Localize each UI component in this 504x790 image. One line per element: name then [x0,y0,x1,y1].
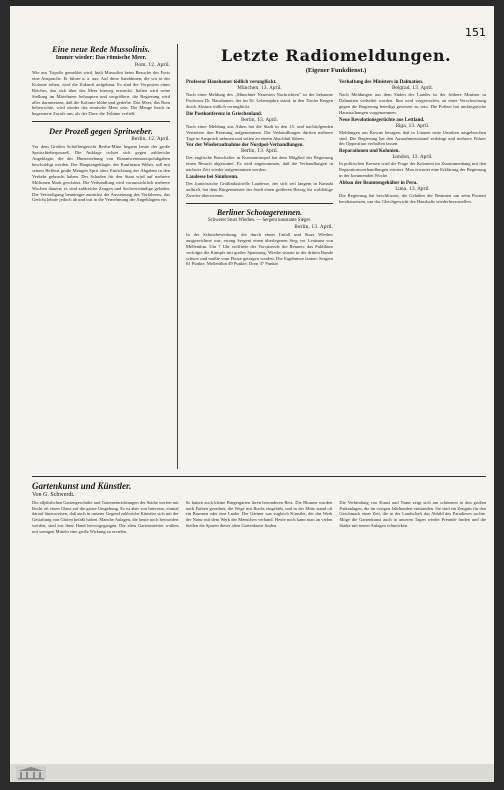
divider [186,203,333,204]
box-body: In der Schutzbewerbung, die durch einen Unfall und Sturz Wiethes ausgezeichnet war, errang Sergent einen überlegenen Sieg vor Leutnant von Mellenthin. Um 7 Uhr eröffnete der Vorsitzende die Rennen; das Publikum verfolgte die Kämpfe mit großer Spannung. Wiethe stürzte in der dritten Runde schwer und mußte vom Platze getragen werden. Die Ergebnisse lauten: Sergent 61 Punkte, Mellenthin 49 Punkte, Dorn 37 Punkte. [186,231,333,267]
box-subtitle: Schwerer Sturz Wiethes. — Sergent konstante Sieger. [207,217,311,223]
radio-column-left [186,78,333,267]
radio-columns [186,78,486,267]
entry-body: Der englische Botschafter in Konstantinopel hat dem Mitglied der Regierung einen Besuch abgestattet. Es wird angenommen, daß die Verhandlungen in nächster Zeit wieder aufgenommen werden. [186,155,333,173]
feature-column: Die Verbindung von Kunst und Natur zeigt sich am schönsten in den großen Parkanlagen, die im vorigen Jahrhundert entstanden. Sie sind ein Zeugnis für den Geschmack einer Zeit, die in der Landschaft das Abbild des Paradieses suchte. Möge die Gartenkunst auch in unseren Tagen wieder Freunde finden und die Städte mit neuen Anlagen schmücken. [339,500,487,528]
article-title: Der Prozeß gegen Spritweber. [49,126,153,137]
entry-dateline: Berlin, 13. April. [240,117,278,123]
entry-body: Die Regierung hat beschlossen, die Gehälter der Beamten um zehn Prozent herabzusetzen, um das Gleichgewicht des Haushalts wiederherzustellen. [339,193,486,204]
box-title: Berliner Schotagerennen. [216,207,303,217]
article-subtitle: Immer wieder: Das römische Meer. [55,55,147,61]
entry-body: Der französische Großindustrielle Laudesse, der sich seit langem in Kanada aufhielt, hat dem Bürgermeister der Stadt einen größeren Betrag für wohltätige Zwecke überwiesen. [186,181,333,198]
entry-dateline: Lima, 13. April. [395,187,430,193]
entry-title: Die Postkonferenz in Griechenland. [186,111,263,117]
entry-title: Reparationen und Kolonien. [339,149,400,155]
section-subtitle: (Eigener Funkdienst.) [305,67,367,74]
article-dateline: Berlin, 12. April. [131,137,170,143]
divider [32,121,170,122]
feature-author: Von G. Schwerdt. [32,492,75,498]
page-number: 151 [465,26,486,39]
entry-body: In politischen Kreisen wird die Frage der Kolonien im Zusammenhang mit den Reparationsverhandlungen erörtert. Man erwartet eine Erklärung der Regierung in der kommenden Woche. [339,161,486,179]
column-divider [177,44,178,469]
entry-body: Meldungen aus Kowno besagen, daß in Litauen neue Unruhen ausgebrochen sind. Die Regierung hat den Ausnahmezustand verhängt und mehrere Führer der Opposition verhaften lassen. [339,129,486,147]
entry-title: Neue Revolutionsgerüchte aus Lettland. [339,117,425,123]
entry-body: Nach einer Meldung des „Münchner Neuesten Nachrichten" ist der bekannte Professor Dr. Haushamer, der im 56. Lebensjahre stand, in den Tiroler Bergen durch Absturz tödlich verunglückt. [186,92,333,109]
section-title: Letzte Radiomeldungen. [220,46,452,65]
entry-title: Vor der Wiederaufnahme der Nordpol-Verhandlungen. [186,143,304,149]
entry-dateline: Riga, 13. April. [395,123,430,129]
entry-dateline: München, 13. April. [237,86,282,91]
article-body: Vor dem Großen Schöffengericht Berlin-Mitte begann heute der große Spritschieberprozeß. Die Anklage richtet sich gegen zahlreiche Angeklagte, die der Hinterziehung von Branntweinmonopolabgaben beschuldigt werden. Der Hauptangeklagte, der Kaufmann Weber, soll mit seinen Helfern große Mengen Sprit ohne Entrichtung der Abgaben in den Verkehr gebracht haben. Der Schaden für den Staat wird auf mehrere Millionen Mark geschätzt. Die Verhandlung wird voraussichtlich mehrere Wochen dauern; es sind zahlreiche Zeugen und Sachverständige geladen. Die Verteidigung beantragte zunächst die Aussetzung des Verfahrens, das Gericht lehnte jedoch ab und trat in die Vernehmung der Angeklagten ein. [32,144,170,203]
article-body: Wie aus Tripolis gemeldet wird, hielt Mussolini beim Besuche des Forts eine Ansprache. Er führte u. a. aus: Auf diese Sanddünen, die wir in der Kolonie sehen, wird die Zukunft aufgebaut. Es sind die Vorposten eines Reiches, das sich über das Meer hinweg erstreckt. Italien wird seine Stellung im Mittelmeer behaupten und vergrößern; die Regierung wird alles daransetzen, daß die Kolonie blühe und gedeihe. Das Meer, das Rom beherrschte, wird wieder das römische Meer sein. Die Menge brach in begeisterte Zurufe aus, als der Duce die Tribüne verließ. [32,70,170,117]
entry-dateline: Berlin, 13. April. [240,149,278,155]
feature-article [32,476,486,534]
scan-footer [10,764,494,782]
article-dateline: Rom, 12. April. [134,63,170,68]
library-logo-icon [16,766,46,780]
box-dateline: Berlin, 13. April. [294,224,333,230]
right-column [186,44,486,469]
feature-columns [32,500,486,534]
feature-column: So hatten auch kleine Bürgergärten ihren besonderen Reiz. Die Blumen wurden nach Farben geordnet, die Wege mit Buchs eingefaßt, und in der Mitte stand oft ein Brunnen oder eine Laube. Der Gärtner war zugleich Künstler, der das Werk der Natur mit dem Werk der Menschen verband. Heute noch kann man an vielen Stellen die Spuren dieser alten Gartenkunst finden. [185,500,333,528]
entry-title: Laudesse bei Sinnbrenn. [186,175,239,181]
entry-body: Nach einer Meldung aus Athen hat die Stadt in den 15. und nachfolgenden Vertretern ihre Beratung aufgenommen. Die Verhandlungen dürften mehrere Tage in Anspruch nehmen und sollen zu einem Abschluß führen. [186,123,333,141]
left-column [32,44,170,469]
feature-column: Die alljährlichen Gartengeschäfte und Garteneinrichtungen der Städte werfen mit Recht oft einen Glanz auf die ganze Umgebung. Es ist aber von Interesse, einmal darauf hinzuweisen, daß auch in unserer Gegend zahlreiche Künstler sich mit der Gestaltung von Gärten befaßt haben. Manche Anlagen, die heute noch bewundert werden, sind aus ihrer Hand hervorgegangen. Die alten Gartenmeister wußten mit wenigen Mitteln eine große Wirkung zu erzielen. [32,500,179,534]
newspaper-page [10,6,494,782]
radio-column-right [339,78,486,267]
entry-dateline: London, 13. April. [392,155,433,161]
entry-title: Verhaftung des Ministers in Dalmatien. [339,80,424,85]
article-title: Eine neue Rede Mussolinis. [52,44,150,54]
entry-title: Abbau der Beamtengehälter in Peru. [339,181,418,187]
entry-title: Professor Haushamer tödlich verunglückt. [186,80,277,85]
entry-body: Nach Meldungen aus dem Süden des Landes ist der frühere Minister in Dalmatien verhaftet worden. Ihm wird vorgeworfen, an einer Verschwörung gegen die Regierung beteiligt gewesen zu sein. Die Polizei hat umfangreiche Haussuchungen vorgenommen. [339,92,486,115]
feature-title: Gartenkunst und Künstler. [32,481,132,491]
divider [32,476,486,477]
entry-dateline: Belgrad, 13. April. [391,86,434,91]
